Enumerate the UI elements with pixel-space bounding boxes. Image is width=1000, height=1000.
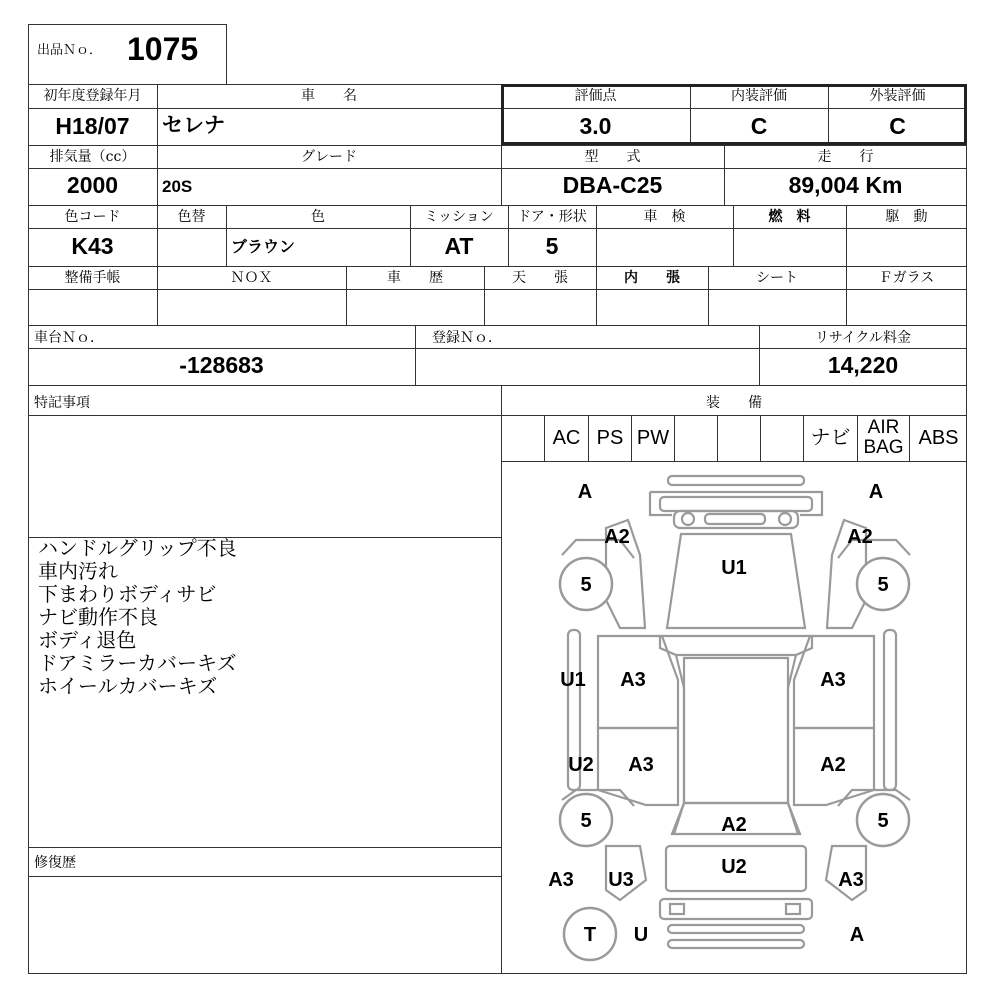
note-item: 車内汚れ [38,559,118,583]
damage-mark-left-rear-quarter-inner: U3 [608,869,634,891]
damage-mark-left-front-fender: A2 [604,526,630,548]
damage-mark-rear-window: A2 [721,814,747,836]
grid-line [28,266,967,267]
headliner-label: 天 張 [512,270,568,286]
color-code-value: K43 [71,233,114,259]
chassis-number-value: -128683 [179,352,264,378]
lot-number-label: 出品Ｎｏ． [37,43,103,58]
recycle-fee-label: リサイクル料金 [814,330,912,346]
car-name-value: セレナ [162,114,225,137]
damage-mark-right-rear-door: A2 [820,754,846,776]
model-label: 型 式 [584,149,641,165]
score-label: 評価点 [574,88,617,104]
damage-mark-right-front-fender: A2 [847,526,873,548]
car-condition-diagram [501,462,967,974]
interior-grade-value: C [750,113,768,139]
spare-tire-label: T [583,924,597,946]
exterior-grade-label: 外装評価 [869,88,926,104]
color-value: ブラウン [231,239,296,256]
damage-mark-hood: U1 [721,557,747,579]
note-item: ハンドルグリップ不良 [38,536,237,560]
damage-mark-front-right-corner: A [868,481,884,503]
repair-history-label: 修復歴 [34,855,76,871]
rear-right-tire-label: 5 [877,810,889,832]
damage-mark-left-rear-quarter: A3 [548,869,574,891]
note-item: ナビ動作不良 [38,605,158,629]
mission-value: AT [444,233,474,259]
recycle-fee-value: 14,220 [827,352,899,378]
displacement-label: 排気量（cc） [49,149,136,165]
equipment-item: ナビ [803,415,857,461]
door-label: ドア・形状 [517,209,587,225]
mission-label: ミッション [424,209,494,225]
damage-mark-rear-bumper-right: A [849,924,865,946]
damage-mark-right-front-door: A3 [820,669,846,691]
grid-line [28,168,967,169]
exterior-grade-value: C [889,113,906,139]
first-registration-label: 初年度登録年月 [43,88,142,104]
grade-value: 20S [162,177,193,196]
fuel-label: 燃 料 [768,209,811,225]
rear-left-tire-label: 5 [580,810,592,832]
repaint-label: 色替 [177,209,206,225]
damage-mark-left-rear-door-outer: U2 [568,754,594,776]
inspection-label: 車 検 [643,209,686,225]
maintenance-record-label: 整備手帳 [64,270,121,286]
grid-line [28,228,967,229]
drive-label: 駆 動 [885,209,928,225]
equipment-item [501,415,544,461]
grid-line [28,876,501,877]
chassis-number-label: 車台Ｎｏ． [34,330,104,346]
color-label: 色 [311,209,325,225]
note-item: ホイールカバーキズ [38,674,218,698]
equipment-item: PS [588,415,631,461]
equipment-label: 装 備 [706,395,762,411]
lot-number-value: 1075 [127,31,199,67]
damage-mark-right-rear-quarter: A3 [838,869,864,891]
displacement-value: 2000 [66,172,119,198]
grid-line [415,325,416,385]
damage-mark-tailgate: U2 [721,856,747,878]
note-item: 下まわりボディサビ [38,582,217,606]
mileage-label: 走 行 [817,149,874,165]
grid-line [28,289,967,290]
score-value: 3.0 [579,113,612,139]
grid-line [28,325,967,326]
damage-mark-front-left-corner: A [577,481,593,503]
damage-mark-left-front-door: A3 [620,669,646,691]
seat-label: シート [756,270,798,286]
grid-line [28,847,501,848]
grid-line [28,145,967,146]
color-code-label: 色コード [64,209,121,225]
mileage-value: 89,004 Km [788,172,903,198]
front-right-tire-label: 5 [877,574,889,596]
car-name-label: 車 名 [301,88,357,104]
notes-label: 特記事項 [34,395,90,411]
front-glass-label: Ｆガラス [878,270,935,286]
note-item: ドアミラーカバーキズ [38,651,237,675]
interior-trim-label: 内 張 [624,270,680,286]
model-value: DBA-C25 [562,172,663,198]
lot-number-box [28,24,227,85]
door-value: 5 [545,233,559,259]
damage-mark-left-rear-door: A3 [628,754,654,776]
front-left-tire-label: 5 [580,574,592,596]
grade-label: グレード [301,149,357,165]
grid-line [28,205,967,206]
equipment-item [760,415,803,461]
equipment-item [674,415,717,461]
equipment-item: ABS [909,415,967,461]
interior-grade-label: 内装評価 [731,88,787,104]
note-item: ボディ退色 [38,628,137,652]
equipment-item: AIR BAG [857,415,909,461]
first-registration-value: H18/07 [55,113,130,139]
nox-label: ＮＯＸ [230,270,273,286]
equipment-item: AC [544,415,588,461]
damage-mark-left-front-door-outer: U1 [560,669,586,691]
grid-line [28,348,967,349]
registration-number-label: 登録Ｎｏ． [432,330,502,346]
vehicle-history-label: 車 歴 [387,270,443,286]
damage-mark-rear-bumper-left: U [633,924,649,946]
equipment-item [717,415,760,461]
grid-line [28,385,967,386]
equipment-item: PW [631,415,674,461]
